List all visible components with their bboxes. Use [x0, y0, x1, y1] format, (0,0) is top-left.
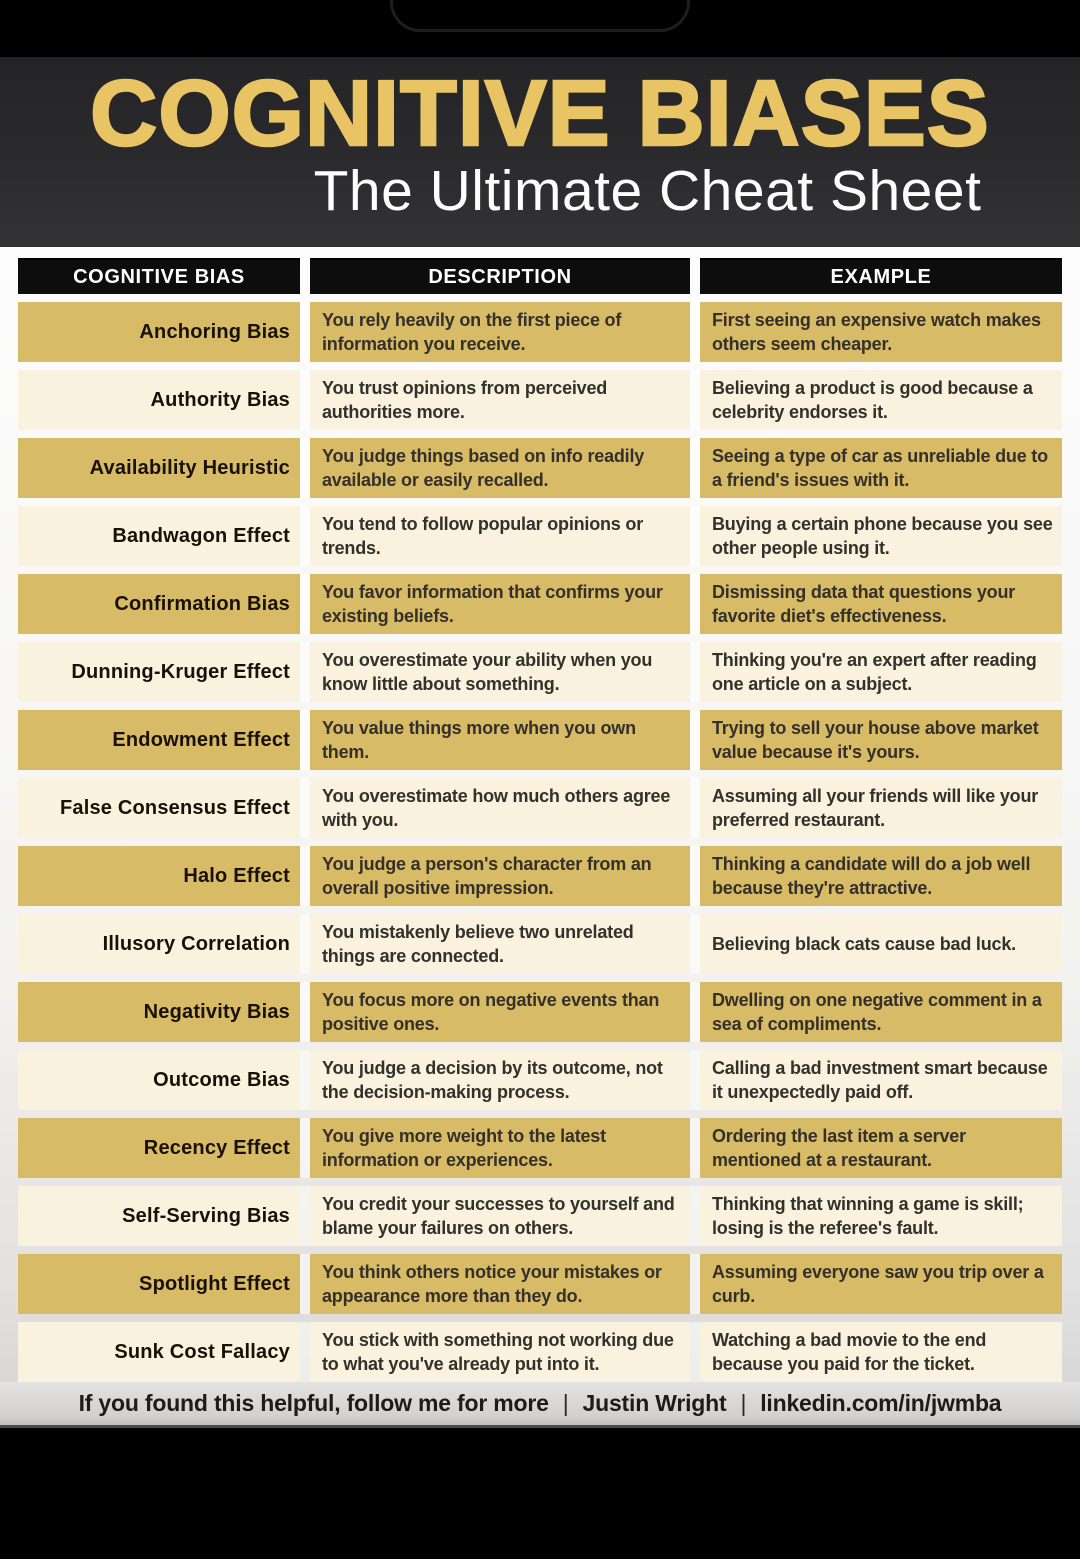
top-black-strip	[0, 0, 1080, 57]
column-header-description: DESCRIPTION	[310, 258, 690, 294]
title-band	[0, 57, 1080, 247]
bias-example: Dismissing data that questions your favorite diet's effectiveness.	[700, 574, 1062, 634]
footer-separator: |	[562, 1390, 569, 1416]
table-row	[18, 438, 1062, 498]
bias-example: Dwelling on one negative comment in a sea of compliments.	[700, 982, 1062, 1042]
table-row	[18, 710, 1062, 770]
table-body	[18, 302, 1062, 1382]
bias-example: Watching a bad movie to the end because you paid for the ticket.	[700, 1322, 1062, 1382]
table-row	[18, 1322, 1062, 1382]
content-area	[0, 247, 1080, 1428]
bias-name: Anchoring Bias	[18, 302, 300, 362]
bias-name: Recency Effect	[18, 1118, 300, 1178]
bias-description: You give more weight to the latest information or experiences.	[310, 1118, 690, 1178]
bias-name: Bandwagon Effect	[18, 506, 300, 566]
bias-example: Believing a product is good because a celebrity endorses it.	[700, 370, 1062, 430]
table-row	[18, 982, 1062, 1042]
bias-name: Negativity Bias	[18, 982, 300, 1042]
table-row	[18, 846, 1062, 906]
bias-name: Sunk Cost Fallacy	[18, 1322, 300, 1382]
bias-example: Ordering the last item a server mentioned at a restaurant.	[700, 1118, 1062, 1178]
bias-example: Thinking you're an expert after reading one article on a subject.	[700, 642, 1062, 702]
page-title: COGNITIVE BIASES	[90, 61, 990, 165]
bias-name: Authority Bias	[18, 370, 300, 430]
bias-example: First seeing an expensive watch makes others seem cheaper.	[700, 302, 1062, 362]
bias-description: You think others notice your mistakes or appearance more than they do.	[310, 1254, 690, 1314]
bias-name: Availability Heuristic	[18, 438, 300, 498]
bias-description: You value things more when you own them.	[310, 710, 690, 770]
bias-name: Self-Serving Bias	[18, 1186, 300, 1246]
bias-description: You credit your successes to yourself and blame your failures on others.	[310, 1186, 690, 1246]
bias-description: You trust opinions from perceived authorities more.	[310, 370, 690, 430]
table-header-row	[18, 258, 1062, 294]
bias-name: Dunning-Kruger Effect	[18, 642, 300, 702]
linkedin-link[interactable]: linkedin.com/in/jwmba	[760, 1390, 1002, 1416]
bias-example: Thinking a candidate will do a job well because they're attractive.	[700, 846, 1062, 906]
bias-name: Outcome Bias	[18, 1050, 300, 1110]
footer-message: If you found this helpful, follow me for more	[78, 1390, 549, 1416]
phone-notch-outline	[390, 0, 690, 32]
bias-description: You rely heavily on the first piece of information you receive.	[310, 302, 690, 362]
footer-separator: |	[740, 1390, 747, 1416]
bias-example: Trying to sell your house above market value because it's yours.	[700, 710, 1062, 770]
bias-name: Halo Effect	[18, 846, 300, 906]
column-header-cognitive-bias: COGNITIVE BIAS	[18, 258, 300, 294]
bias-example: Seeing a type of car as unreliable due to a friend's issues with it.	[700, 438, 1062, 498]
footer-author: Justin Wright	[582, 1390, 727, 1416]
table-row	[18, 302, 1062, 362]
bias-example: Assuming everyone saw you trip over a curb.	[700, 1254, 1062, 1314]
table-row	[18, 914, 1062, 974]
bias-description: You focus more on negative events than positive ones.	[310, 982, 690, 1042]
bias-name: Spotlight Effect	[18, 1254, 300, 1314]
bias-name: Illusory Correlation	[18, 914, 300, 974]
table-row	[18, 778, 1062, 838]
bias-description: You overestimate how much others agree with you.	[310, 778, 690, 838]
bias-description: You judge a decision by its outcome, not the decision-making process.	[310, 1050, 690, 1110]
bias-description: You stick with something not working due to what you've already put into it.	[310, 1322, 690, 1382]
table-row	[18, 370, 1062, 430]
bias-description: You judge a person's character from an overall positive impression.	[310, 846, 690, 906]
bias-name: Endowment Effect	[18, 710, 300, 770]
table-row	[18, 574, 1062, 634]
bottom-black-strip	[0, 1428, 1080, 1559]
bias-name: Confirmation Bias	[18, 574, 300, 634]
table-row	[18, 1118, 1062, 1178]
table-row	[18, 1254, 1062, 1314]
bias-name: False Consensus Effect	[18, 778, 300, 838]
footer-bar	[0, 1382, 1080, 1428]
bias-example: Calling a bad investment smart because it unexpectedly paid off.	[700, 1050, 1062, 1110]
table-row	[18, 1050, 1062, 1110]
bias-description: You favor information that confirms your existing beliefs.	[310, 574, 690, 634]
bias-example: Buying a certain phone because you see other people using it.	[700, 506, 1062, 566]
bias-description: You tend to follow popular opinions or trends.	[310, 506, 690, 566]
page-subtitle: The Ultimate Cheat Sheet	[313, 158, 982, 223]
bias-description: You judge things based on info readily available or easily recalled.	[310, 438, 690, 498]
bias-example: Believing black cats cause bad luck.	[700, 914, 1062, 974]
table-row	[18, 506, 1062, 566]
bias-example: Thinking that winning a game is skill; losing is the referee's fault.	[700, 1186, 1062, 1246]
table-row	[18, 642, 1062, 702]
column-header-example: EXAMPLE	[700, 258, 1062, 294]
bias-example: Assuming all your friends will like your preferred restaurant.	[700, 778, 1062, 838]
biases-table	[0, 247, 1080, 1382]
bias-description: You mistakenly believe two unrelated things are connected.	[310, 914, 690, 974]
bias-description: You overestimate your ability when you know little about something.	[310, 642, 690, 702]
table-row	[18, 1186, 1062, 1246]
